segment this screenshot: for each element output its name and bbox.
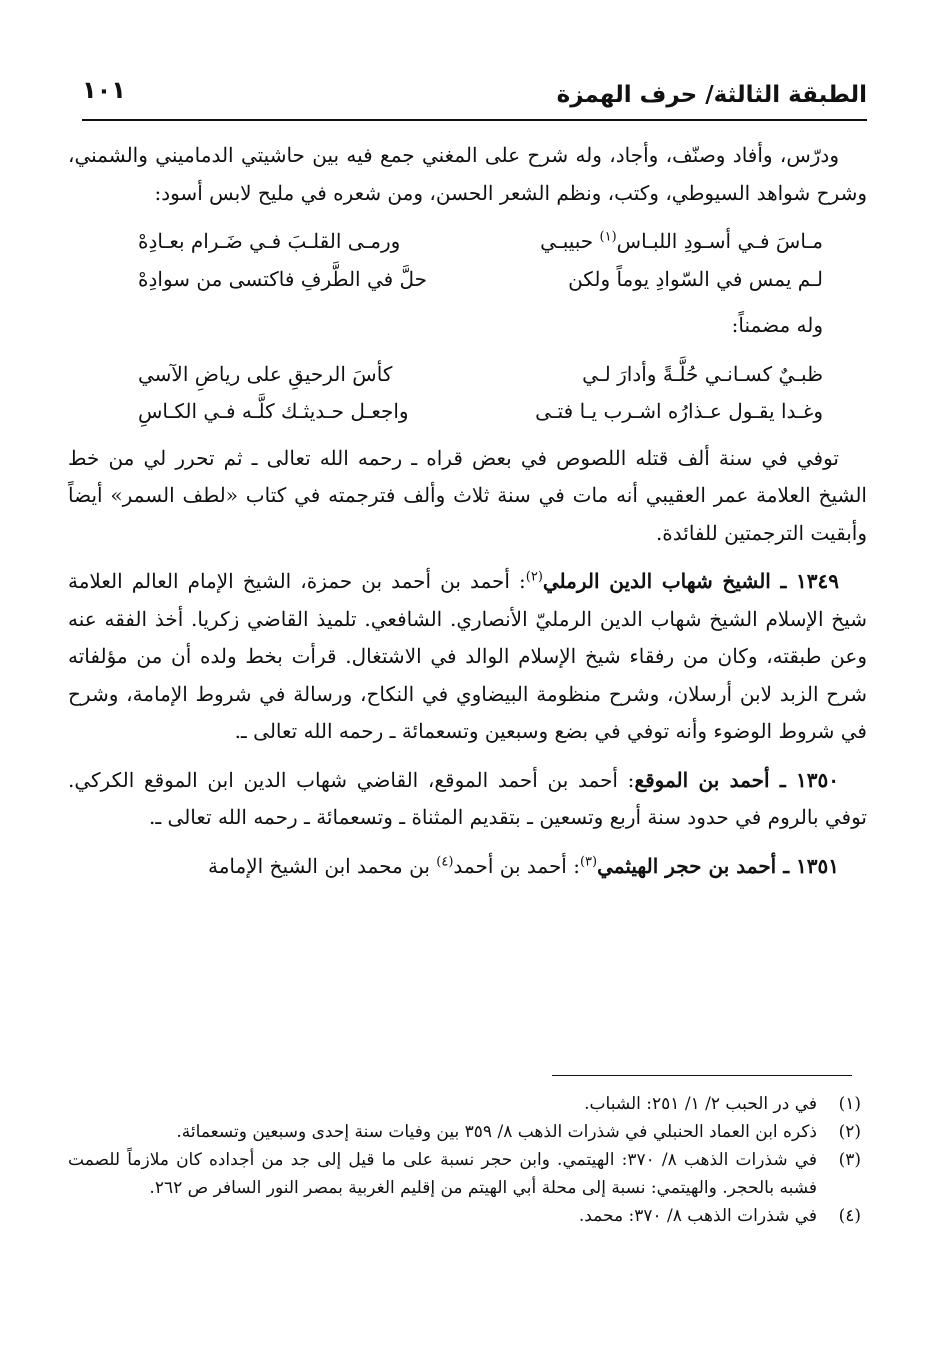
footnote-ref: (٤) <box>436 853 454 869</box>
entry-1350 <box>68 762 867 837</box>
footnote-text: في در الحبب ٢/ ١/ ٢٥١: الشباب. <box>584 1094 817 1114</box>
header-rule <box>82 119 867 121</box>
footnote-ref: (٢) <box>525 569 543 585</box>
paragraph-death-note: توفي في سنة ألف قتله اللصوص في بعض قراه ـ رحمه الله تعالى ـ ثم تحرر لي من خط الشيخ العلامة عمر العقيبي أنه مات في سنة ثلاث وألف فترجمته في كتاب «لطف السمر» أيضاً وأبقيت الترجمتين للفائدة. <box>68 445 867 545</box>
hemistich-first: ظبـيٌ كسـانـي حُلَّـةً وأدارَ لـي <box>582 361 823 386</box>
poem-intro: وله مضمناً: <box>731 313 823 337</box>
footnotes <box>68 1090 867 1230</box>
entry-title: ١٣٥١ ـ أحمد بن حجر الهيثمي <box>597 853 839 878</box>
page-number: ١٠١ <box>82 76 126 104</box>
entry-1351 <box>68 848 867 886</box>
hemistich-second: ورمـى القلـبَ فـي ضَـرام بعـادِهْ <box>138 229 401 253</box>
entry-text: : أحمد بن أحمد الموقع، القاضي شهاب الدين ابن الموقع الكركي. توفي بالروم في حدود سنة أربع وتسعين ـ بتقديم المثناة ـ وتسعمائة ـ رحمه الله تعالى ـ. <box>68 767 867 829</box>
hemistich-first: وغـدا يقـول عـذارُه اشـرب يـا فتـى <box>535 399 823 423</box>
verse-line <box>68 356 867 394</box>
hemistich-second: حلَّ في الطَّرفِ فاكتسى من سوادِهْ <box>138 266 428 291</box>
running-title: الطبقة الثالثة/ حرف الهمزة <box>556 82 867 108</box>
hemistich-second: كأسَ الرحيقِ على رياضِ الآسي <box>138 361 393 386</box>
hemistich-second: واجعـل حـديثـك كلَّـه فـي الكـاسِ <box>138 399 409 423</box>
footnote-number: (١) <box>838 1094 861 1114</box>
entry-title: ١٣٥٠ ـ أحمد بن الموقع <box>634 767 840 792</box>
page-header <box>82 72 867 116</box>
footnote-divider <box>552 1075 852 1076</box>
footnote-ref: (٣) <box>579 853 598 869</box>
footnote-number: (٤) <box>838 1206 861 1226</box>
entry-title: ١٣٤٩ ـ الشيخ شهاب الدين الرملي <box>542 569 839 593</box>
footnote-number: (٣) <box>838 1150 861 1170</box>
footnote <box>68 1146 867 1202</box>
verse-line <box>68 261 867 299</box>
hemistich-first: مـاسَ فـي أسـودِ اللبـاس$^{(١)}$ حبيبـي <box>540 229 823 253</box>
main-text <box>68 137 867 885</box>
footnote <box>68 1202 867 1230</box>
entry-text: : أحمد بن أحمد بن حمزة، الشيخ الإمام العالم العلامة شيخ الإسلام الشيخ شهاب الدين الرمليّ الأنصاري. الشافعي. تلميذ القاضي زكريا. أخذ الفقه عنه وعن طبقته، وكان من رفقاء شيخ الإسلام الوالد في الاشتغال. قرأت بخط ولده أن من مؤلفاته شرح الزبد لابن أرسلان، وشرح منظومة البيضاوي في النكاح، ورسالة في شروط الإمامة، وشرح في شروط الوضوء وأنه توفي في بضع وسبعين وتسعمائة ـ رحمه الله تعالى ـ. <box>68 569 868 743</box>
poem-1 <box>68 223 867 298</box>
footnote <box>68 1090 867 1118</box>
footnote-text: في شذرات الذهب ٨/ ٣٧٠: محمد. <box>578 1206 817 1226</box>
paragraph-intro: ودرّس، وأفاد وصنّف، وأجاد، وله شرح على المغني جمع فيه بين حاشيتي الدماميني والشمني، وشرح شواهد السيوطي، وكتب، ونظم الشعر الحسن، ومن شعره في مليح لابس أسود: <box>68 143 867 205</box>
entry-text: بن محمد ابن الشيخ الإمامة <box>207 853 437 878</box>
footnote-number: (٢) <box>838 1122 861 1142</box>
entry-text: : أحمد بن أحمد <box>453 853 580 878</box>
footnote <box>68 1118 867 1146</box>
entry-1349 <box>68 563 867 751</box>
verse-line <box>68 393 867 431</box>
hemistich-first: لـم يمس في السّوادِ يوماً ولكن <box>568 266 823 291</box>
verse-line <box>68 223 867 261</box>
poem-2 <box>68 356 867 431</box>
footnote-text: في شذرات الذهب ٨/ ٣٧٠: الهيتمي. وابن حجر نسبة على ما قيل إلى جد من أجداده كان ملازماً للصمت فشبه بالحجر. والهيتمي: نسبة إلى محلة أبي الهيتم من إقليم الغربية بمصر النور السافر ص ٢٦٢. <box>68 1150 817 1198</box>
footnote-text: ذكره ابن العماد الحنبلي في شذرات الذهب ٨/ ٣٥٩ بين وفيات سنة إحدى وسبعين وتسعمائة. <box>176 1122 817 1142</box>
footnote-ref: (١) <box>599 229 617 245</box>
